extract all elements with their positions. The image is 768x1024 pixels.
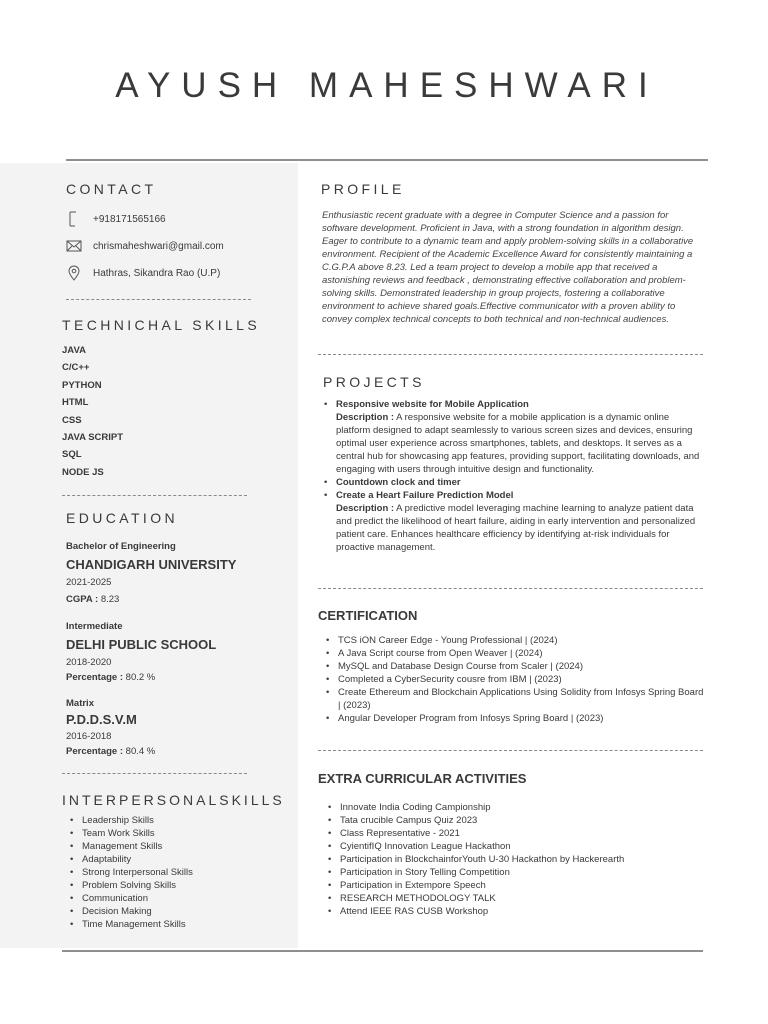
address: Hathras, Sikandra Rao (U.P) bbox=[93, 267, 221, 279]
project-title: • Responsive website for Mobile Application bbox=[336, 399, 529, 410]
skills-divider bbox=[62, 495, 247, 496]
list-item: • Attend IEEE RAS CUSB Workshop bbox=[324, 905, 704, 918]
education-score bbox=[66, 594, 119, 605]
profile-heading: PROFILE bbox=[321, 181, 405, 197]
project-title: • Countdown clock and timer bbox=[336, 477, 461, 488]
list-item: • Problem Solving Skills bbox=[66, 879, 193, 892]
list-item: • Tata crucible Campus Quiz 2023 bbox=[324, 814, 704, 827]
extra-curricular-list bbox=[324, 801, 704, 918]
list-item: • A Java Script course from Open Weaver | (2024) bbox=[322, 647, 708, 660]
contact-phone bbox=[66, 211, 166, 227]
extra-curricular-heading: EXTRA CURRICULAR ACTIVITIES bbox=[318, 771, 527, 786]
skill-item: JAVA bbox=[62, 345, 86, 356]
list-item: • Team Work Skills bbox=[66, 827, 193, 840]
education-divider bbox=[62, 773, 247, 774]
education-years: 2021-2025 bbox=[66, 577, 112, 588]
skill-item: NODE JS bbox=[62, 467, 104, 478]
skill-item: C/C++ bbox=[62, 362, 90, 373]
project-title: • Create a Heart Failure Prediction Model bbox=[336, 490, 514, 501]
project-item bbox=[320, 489, 706, 554]
list-item: • TCS iON Career Edge - Young Professional | (2024) bbox=[322, 634, 708, 647]
list-item: • CyientifIQ Innovation League Hackathon bbox=[324, 840, 704, 853]
description-label: Description : bbox=[336, 412, 395, 423]
email-address: chrismaheshwari@gmail.com bbox=[93, 240, 224, 252]
score-label: CGPA : bbox=[66, 594, 99, 605]
list-item: • Adaptability bbox=[66, 853, 193, 866]
skill-item: SQL bbox=[62, 449, 82, 460]
contact-divider bbox=[66, 299, 251, 300]
list-item: • Participation in Story Telling Competition bbox=[324, 866, 704, 879]
school-name: P.D.D.S.V.M bbox=[66, 712, 137, 727]
skill-item: HTML bbox=[62, 397, 89, 408]
skill-item: PYTHON bbox=[62, 380, 102, 391]
project-description bbox=[336, 502, 706, 554]
certification-heading: CERTIFICATION bbox=[318, 608, 418, 623]
projects-heading: PROJECTS bbox=[323, 374, 425, 390]
school-name: CHANDIGARH UNIVERSITY bbox=[66, 557, 237, 572]
phone-icon bbox=[66, 211, 82, 227]
contact-heading: CONTACT bbox=[66, 181, 157, 197]
project-item bbox=[320, 476, 706, 489]
project-item bbox=[320, 398, 706, 476]
school-name: DELHI PUBLIC SCHOOL bbox=[66, 637, 217, 652]
degree-label: Intermediate bbox=[66, 621, 123, 632]
interpersonal-skills-list bbox=[66, 814, 193, 931]
education-years: 2016-2018 bbox=[66, 731, 112, 742]
list-item: • Participation in BlockchainforYouth U-30 Hackathon by Hackerearth bbox=[324, 853, 704, 866]
bottom-divider bbox=[62, 950, 703, 952]
list-item: • Leadership Skills bbox=[66, 814, 193, 827]
phone-number: +918171565166 bbox=[93, 213, 166, 225]
education-score bbox=[66, 746, 155, 757]
skill-item: JAVA SCRIPT bbox=[62, 432, 124, 443]
list-item: • Time Management Skills bbox=[66, 918, 193, 931]
list-item: • Management Skills bbox=[66, 840, 193, 853]
education-score bbox=[66, 672, 155, 683]
mail-icon bbox=[66, 238, 82, 254]
projects-divider bbox=[318, 588, 703, 589]
projects-list bbox=[320, 398, 706, 554]
score-value: 80.2 % bbox=[125, 672, 156, 683]
list-item: • Strong Interpersonal Skills bbox=[66, 866, 193, 879]
contact-email bbox=[66, 238, 224, 254]
list-item: • Communication bbox=[66, 892, 193, 905]
contact-address bbox=[66, 265, 220, 281]
profile-divider bbox=[318, 354, 703, 355]
certification-list bbox=[322, 634, 708, 725]
technical-skills-heading: TECHNICHAL SKILLS bbox=[62, 317, 261, 333]
list-item: • Innovate India Coding Campionship bbox=[324, 801, 704, 814]
list-item: • Participation in Extempore Speech bbox=[324, 879, 704, 892]
list-item: • Angular Developer Program from Infosys Spring Board | (2023) bbox=[322, 712, 708, 725]
degree-label: Matrix bbox=[66, 698, 94, 709]
candidate-name: AYUSH MAHESHWARI bbox=[115, 66, 659, 105]
description-text: A responsive website for a mobile application is a dynamic online platform designed to adapt seamlessly to various screen sizes and devices, ensuring optimal user experience across smartphones, tablets, and desktops. It serves as a central hub for showcasing app features, providing support, facilitating downloads, and engaging with users through intuitive design and functionality. bbox=[336, 412, 700, 475]
list-item: • Completed a CyberSecurity cousre from IBM | (2023) bbox=[322, 673, 708, 686]
skill-item: CSS bbox=[62, 415, 82, 426]
description-text: A predictive model leveraging machine learning to analyze patient data and predict the likelihood of heart failure, aiding in early intervention and personalized patient care. Enhances healthcare efficiency by identifying at-risk individuals for proactive management. bbox=[336, 503, 696, 553]
list-item: • MySQL and Database Design Course from Scaler | (2024) bbox=[322, 660, 708, 673]
score-label: Percentage : bbox=[66, 672, 124, 683]
description-label: Description : bbox=[336, 503, 395, 514]
certification-divider bbox=[318, 750, 703, 751]
interpersonal-skills-heading: INTERPERSONALSKILLS bbox=[62, 792, 285, 808]
profile-summary: Enthusiastic recent graduate with a degree in Computer Science and a passion for software development. Proficient in Java, with a strong foundation in algorithm design. Eager to contribute to a dynamic team and apply problem-solving skills in a collaborative environment. Recipient of the Academic Excellence Award for consistently maintaining a C.G.P.A above 8.23. Led a team project to develop a mobile app that received a astonishing reviews and feedback , demonstrating effective collaboration and problem-solving skills. Demonstrated leadership in group projects, fostering a collaborative environment to achieve shared goals.Effective communicator with a proven ability to convey complex technical concepts to both technical and non-technical audiences. bbox=[322, 210, 694, 325]
score-value: 8.23 bbox=[100, 594, 120, 605]
list-item: • Class Representative - 2021 bbox=[324, 827, 704, 840]
education-heading: EDUCATION bbox=[66, 510, 179, 526]
score-label: Percentage : bbox=[66, 746, 124, 757]
location-pin-icon bbox=[66, 265, 82, 281]
score-value: 80.4 % bbox=[125, 746, 156, 757]
top-divider bbox=[66, 159, 708, 161]
education-years: 2018-2020 bbox=[66, 657, 112, 668]
list-item: • RESEARCH METHODOLOGY TALK bbox=[324, 892, 704, 905]
degree-label: Bachelor of Engineering bbox=[66, 541, 176, 552]
list-item: • Decision Making bbox=[66, 905, 193, 918]
project-description bbox=[336, 411, 706, 476]
list-item: • Create Ethereum and Blockchain Applications Using Solidity from Infosys Spring Board | (2023) bbox=[322, 686, 708, 712]
